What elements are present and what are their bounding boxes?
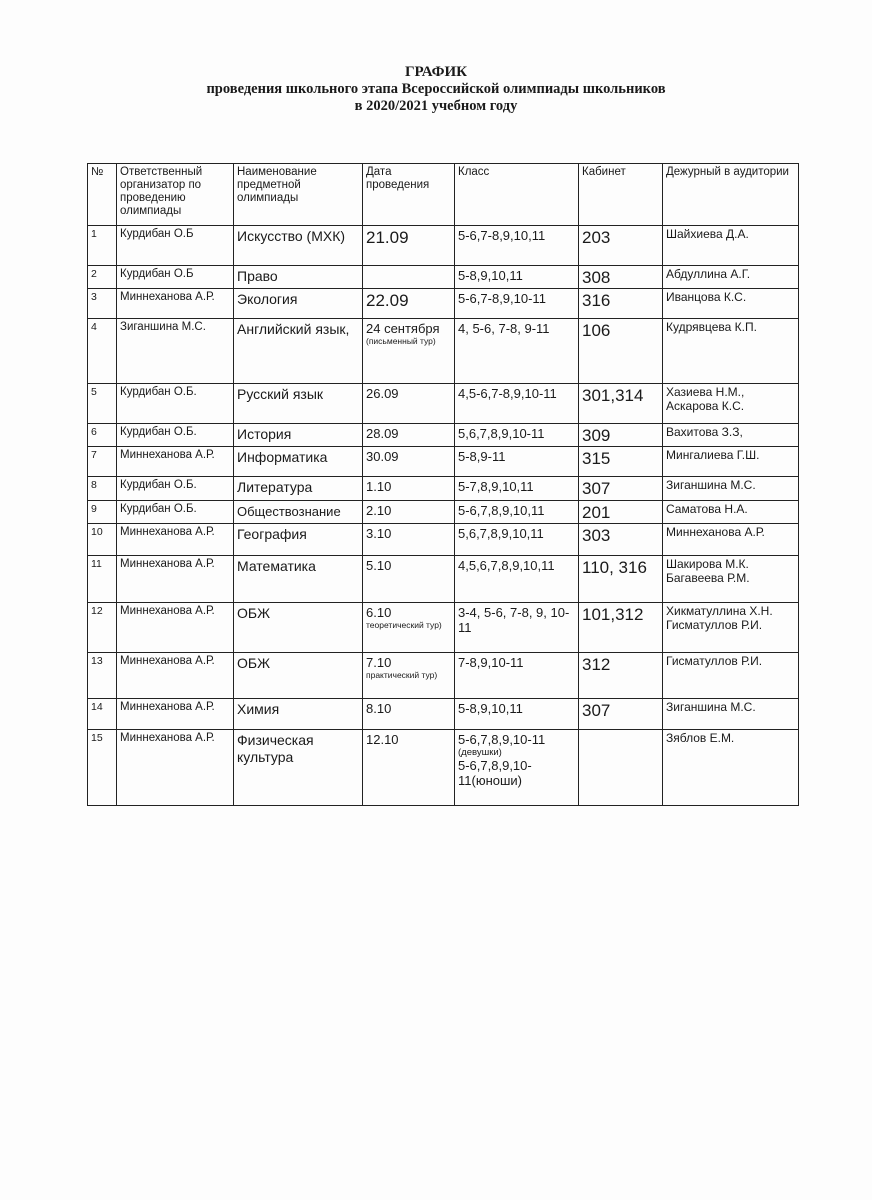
row-organizer: Курдибан О.Б. (117, 477, 234, 501)
row-organizer: Курдибан О.Б (117, 226, 234, 266)
row-duty: Саматова Н.А. (663, 501, 799, 524)
row-date: 5.10 (363, 556, 455, 603)
row-date: 24 сентября (366, 321, 440, 336)
table-row (88, 226, 799, 266)
document-header (0, 64, 872, 115)
row-organizer: Миннеханова А.Р. (117, 603, 234, 653)
row-date-note: (письменный тур) (366, 336, 436, 346)
row-date: 21.09 (363, 226, 455, 266)
row-room: 203 (579, 226, 663, 266)
row-class: 4,5-6,7-8,9,10-11 (455, 384, 579, 424)
row-date: 22.09 (363, 289, 455, 319)
olympiad-schedule-table (87, 163, 799, 806)
row-subject: Обществознание (234, 501, 363, 524)
row-room: 201 (579, 501, 663, 524)
row-number: 8 (88, 477, 117, 501)
row-number: 1 (88, 226, 117, 266)
academic-year: в 2020/2021 учебном году (354, 98, 518, 114)
row-organizer: Миннеханова А.Р. (117, 524, 234, 556)
table-row (88, 289, 799, 319)
row-subject: География (234, 524, 363, 556)
table-row (88, 319, 799, 384)
row-duty: Зиганшина М.С. (663, 699, 799, 730)
column-header-organizer: Ответственный организатор по проведению олимпиады (117, 164, 234, 226)
row-room: 308 (579, 266, 663, 289)
row-class: 5,6,7,8,9,10-11 (455, 424, 579, 447)
table-row (88, 653, 799, 699)
row-subject: Литература (234, 477, 363, 501)
row-date-cell (363, 653, 455, 699)
row-organizer: Миннеханова А.Р. (117, 556, 234, 603)
row-room: 309 (579, 424, 663, 447)
column-header-subject: Наименование предметной олимпиады (234, 164, 363, 226)
row-duty: Гисматуллов Р.И. (663, 653, 799, 699)
row-class-secondary: 5-6,7,8,9,10-11(юноши) (458, 758, 532, 788)
row-duty: Зяблов Е.М. (663, 730, 799, 806)
row-room: 303 (579, 524, 663, 556)
row-number: 7 (88, 447, 117, 477)
row-number: 13 (88, 653, 117, 699)
row-date-note: теоретический тур) (366, 620, 442, 630)
row-number: 3 (88, 289, 117, 319)
document-title: ГРАФИК (404, 64, 468, 80)
row-class: 5-6,7,8,9,10,11 (455, 501, 579, 524)
row-date: 1.10 (363, 477, 455, 501)
row-duty: Шакирова М.К. Багавеева Р.М. (663, 556, 799, 603)
row-class: 5-8,9-11 (455, 447, 579, 477)
row-number: 12 (88, 603, 117, 653)
table-row (88, 556, 799, 603)
row-date: 7.10 (366, 655, 392, 670)
row-room: 307 (579, 699, 663, 730)
row-number: 6 (88, 424, 117, 447)
row-room: 315 (579, 447, 663, 477)
row-subject: ОБЖ (234, 653, 363, 699)
row-organizer: Миннеханова А.Р. (117, 289, 234, 319)
row-duty: Мингалиева Г.Ш. (663, 447, 799, 477)
row-class: 5-7,8,9,10,11 (455, 477, 579, 501)
row-class-note: (девушки) (458, 747, 502, 758)
row-date: 26.09 (363, 384, 455, 424)
row-subject: Искусство (МХК) (234, 226, 363, 266)
row-class: 4, 5-6, 7-8, 9-11 (455, 319, 579, 384)
row-class: 4,5,6,7,8,9,10,11 (455, 556, 579, 603)
row-duty: Хазиева Н.М., Аскарова К.С. (663, 384, 799, 424)
row-room: 307 (579, 477, 663, 501)
row-number: 15 (88, 730, 117, 806)
table-row (88, 699, 799, 730)
column-header-room: Кабинет (579, 164, 663, 226)
row-class: 5-6,7-8,9,10-11 (455, 289, 579, 319)
row-number: 14 (88, 699, 117, 730)
row-duty: Кудрявцева К.П. (663, 319, 799, 384)
row-number: 5 (88, 384, 117, 424)
table-row (88, 266, 799, 289)
row-date: 12.10 (363, 730, 455, 806)
row-organizer: Миннеханова А.Р. (117, 730, 234, 806)
row-class: 7-8,9,10-11 (455, 653, 579, 699)
row-class-cell (455, 730, 579, 806)
table-header-row (88, 164, 799, 226)
table-row (88, 501, 799, 524)
row-subject: История (234, 424, 363, 447)
table-row (88, 424, 799, 447)
row-subject: Физическая культура (234, 730, 363, 806)
row-duty: Вахитова З.З, (663, 424, 799, 447)
row-organizer: Курдибан О.Б. (117, 384, 234, 424)
row-subject: Право (234, 266, 363, 289)
table-row (88, 477, 799, 501)
row-organizer: Курдибан О.Б (117, 266, 234, 289)
row-date: 8.10 (363, 699, 455, 730)
row-class: 5-6,7-8,9,10,11 (455, 226, 579, 266)
row-room: 301,314 (579, 384, 663, 424)
row-subject: Информатика (234, 447, 363, 477)
row-number: 2 (88, 266, 117, 289)
row-duty: Зиганшина М.С. (663, 477, 799, 501)
document-subtitle: проведения школьного этапа Всероссийской олимпиады школьников (206, 81, 666, 97)
row-room: 316 (579, 289, 663, 319)
row-subject: Экология (234, 289, 363, 319)
table-row (88, 730, 799, 806)
row-class: 5-8,9,10,11 (455, 266, 579, 289)
row-organizer: Миннеханова А.Р. (117, 447, 234, 477)
row-date: 30.09 (363, 447, 455, 477)
row-date: 6.10 (366, 605, 392, 620)
row-room (579, 730, 663, 806)
column-header-date: Дата проведения (363, 164, 455, 226)
row-organizer: Миннеханова А.Р. (117, 699, 234, 730)
row-duty: Шайхиева Д.А. (663, 226, 799, 266)
row-duty: Миннеханова А.Р. (663, 524, 799, 556)
row-date: 2.10 (363, 501, 455, 524)
row-date-cell (363, 319, 455, 384)
row-organizer: Зиганшина М.С. (117, 319, 234, 384)
table-row (88, 447, 799, 477)
row-subject: Русский язык (234, 384, 363, 424)
row-date-note: практический тур) (366, 670, 438, 680)
row-room: 312 (579, 653, 663, 699)
column-header-class: Класс (455, 164, 579, 226)
row-organizer: Курдибан О.Б. (117, 424, 234, 447)
row-class: 5,6,7,8,9,10,11 (455, 524, 579, 556)
row-subject: Химия (234, 699, 363, 730)
row-room: 106 (579, 319, 663, 384)
row-date (363, 266, 455, 289)
row-subject: Математика (234, 556, 363, 603)
row-subject: ОБЖ (234, 603, 363, 653)
table-row (88, 384, 799, 424)
row-class: 3-4, 5-6, 7-8, 9, 10-11 (455, 603, 579, 653)
row-number: 4 (88, 319, 117, 384)
row-class: 5-6,7,8,9,10-11 (458, 732, 546, 747)
row-room: 110, 316 (579, 556, 663, 603)
row-date-cell (363, 603, 455, 653)
table-row (88, 603, 799, 653)
row-organizer: Курдибан О.Б. (117, 501, 234, 524)
row-duty: Иванцова К.С. (663, 289, 799, 319)
column-header-duty: Дежурный в аудитории (663, 164, 799, 226)
row-subject: Английский язык, (234, 319, 363, 384)
table-row (88, 524, 799, 556)
row-class: 5-8,9,10,11 (455, 699, 579, 730)
row-date: 3.10 (363, 524, 455, 556)
row-date: 28.09 (363, 424, 455, 447)
row-duty: Абдуллина А.Г. (663, 266, 799, 289)
column-header-number: № (88, 164, 117, 226)
row-number: 9 (88, 501, 117, 524)
row-number: 10 (88, 524, 117, 556)
row-duty: Хикматуллина Х.Н. Гисматуллов Р.И. (663, 603, 799, 653)
row-room: 101,312 (579, 603, 663, 653)
row-number: 11 (88, 556, 117, 603)
row-organizer: Миннеханова А.Р. (117, 653, 234, 699)
